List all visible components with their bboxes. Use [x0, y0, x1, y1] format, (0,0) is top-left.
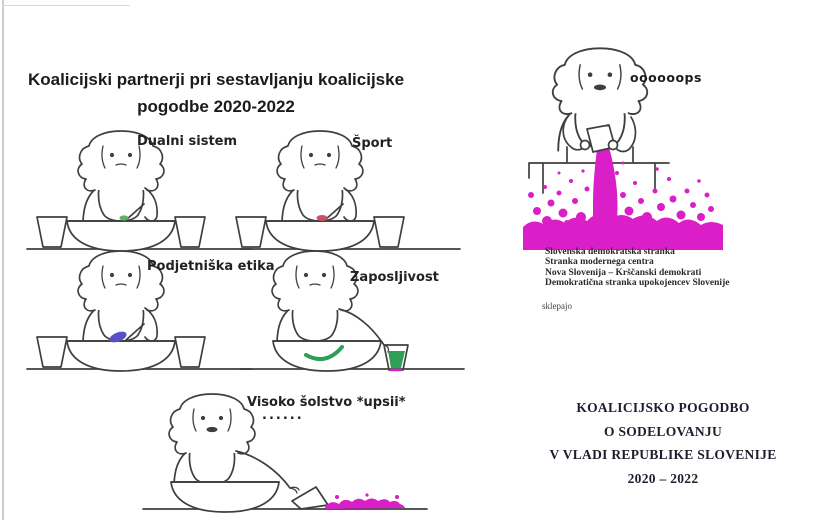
left-hand — [581, 141, 590, 150]
page-title-line2: pogodbe 2020-2022 — [137, 97, 295, 116]
page-edge-top — [2, 5, 130, 6]
ingredient-drop — [120, 215, 129, 220]
cook-figure — [272, 251, 381, 371]
party-item: Slovenska demokratska stranka — [545, 247, 675, 257]
contract-line3: V VLADI REPUBLIKE SLOVENIJE — [549, 447, 777, 462]
contract-line2: O SODELOVANJU — [603, 423, 723, 439]
page-title-line1: Koalicijski partnerji pri sestavljanju koalicijske — [27, 70, 405, 89]
cup-right — [175, 337, 205, 367]
panel-visoko-solstvo-dots: ...... — [262, 408, 304, 423]
cook-figure — [37, 131, 205, 251]
pour-stream — [593, 147, 618, 219]
oops-label: oooooops — [630, 70, 702, 85]
panel-label-dualni-sistem: Dualni sistem — [137, 134, 238, 149]
spill-puddle — [325, 499, 405, 510]
party-list — [545, 247, 775, 288]
panel-label-zaposljivost: Zaposljivost — [350, 270, 439, 285]
contract-line1: KOALICIJSKO POGODBO — [576, 400, 750, 415]
party-item: Stranka modernega centra — [545, 257, 654, 268]
cook-figure — [169, 394, 255, 487]
reaching-arm — [339, 309, 384, 345]
party-item: Demokratična stranka upokojencev Slovenije — [545, 277, 730, 288]
cup-left — [37, 337, 67, 367]
cup-right — [175, 217, 205, 247]
panel-zaposljivost-illustration — [238, 247, 468, 375]
cup-liquid — [388, 351, 405, 368]
mixing-bowl — [67, 341, 175, 371]
panel-label-podjetniska-etika: Podjetniška etika — [147, 259, 275, 274]
action-word: sklepajo — [542, 301, 572, 311]
party-item: Nova Slovenija – Krščanski demokrati — [545, 267, 702, 278]
contract-line4: 2020 – 2022 — [627, 470, 699, 486]
panel-label-sport: Šport — [352, 136, 393, 151]
contract-title — [535, 396, 791, 490]
open-mouth — [594, 84, 606, 90]
ingredient-drop — [317, 215, 328, 221]
mixing-bowl — [171, 482, 279, 512]
right-hand — [609, 141, 618, 150]
page-title — [12, 66, 420, 120]
cup-right — [374, 217, 404, 247]
splash-pool — [523, 214, 723, 250]
panel-label-visoko-solstvo: Visoko šolstvo *upsii* — [247, 395, 406, 410]
open-mouth — [207, 427, 218, 432]
cup-left — [37, 217, 67, 247]
page-edge-left — [2, 0, 4, 520]
cup-left — [236, 217, 266, 247]
